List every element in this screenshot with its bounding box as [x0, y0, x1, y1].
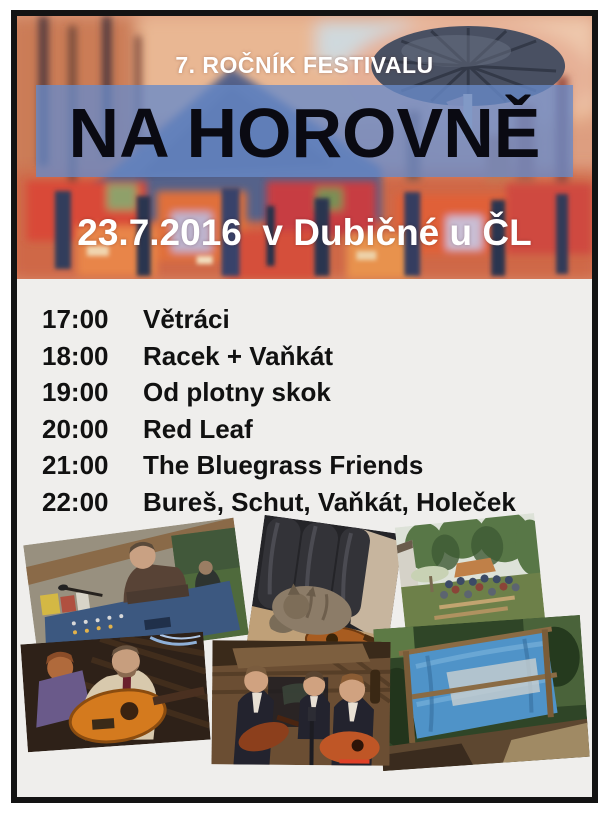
schedule-time: 20:00 — [42, 413, 109, 444]
festival-edition-heading: 7. ROČNÍK FESTIVALU — [175, 52, 434, 78]
schedule-act: Bureš, Schut, Vaňkát, Holeček — [143, 486, 516, 517]
date-location-line: 23.7.2016 v Dubičné u ČL — [77, 212, 532, 253]
schedule-row — [42, 301, 592, 338]
schedule-row — [42, 411, 592, 448]
photo-festival-crowd — [395, 513, 546, 635]
schedule-act: Větráci — [143, 304, 230, 334]
schedule-row — [42, 338, 592, 375]
photo-vocal-trio — [211, 640, 390, 766]
schedule-row — [42, 374, 592, 411]
schedule-time: 19:00 — [42, 377, 109, 407]
photo-guitar-duo-image — [20, 632, 210, 753]
schedule-act: The Bluegrass Friends — [143, 450, 424, 480]
photo-vocal-trio-image — [211, 640, 390, 766]
photo-blue-tarp-stage — [373, 615, 589, 771]
schedule-act: Racek + Vaňkát — [143, 340, 334, 371]
photo-guitar-duo — [20, 632, 210, 753]
photo-blue-tarp-stage-image — [373, 615, 589, 771]
schedule-time: 17:00 — [42, 304, 109, 334]
poster-frame — [11, 10, 598, 803]
schedule-time: 22:00 — [42, 486, 109, 517]
schedule-act: Red Leaf — [143, 413, 253, 444]
schedule-row — [42, 447, 592, 484]
photo-festival-crowd-image — [395, 513, 546, 635]
schedule-list — [42, 301, 592, 520]
schedule-act: Od plotny skok — [143, 377, 331, 407]
poster-title: NA HOROVNĚ — [68, 94, 541, 172]
title-band — [36, 85, 573, 177]
schedule-time: 21:00 — [42, 450, 109, 480]
schedule-time: 18:00 — [42, 340, 109, 371]
poster-header — [17, 16, 592, 279]
